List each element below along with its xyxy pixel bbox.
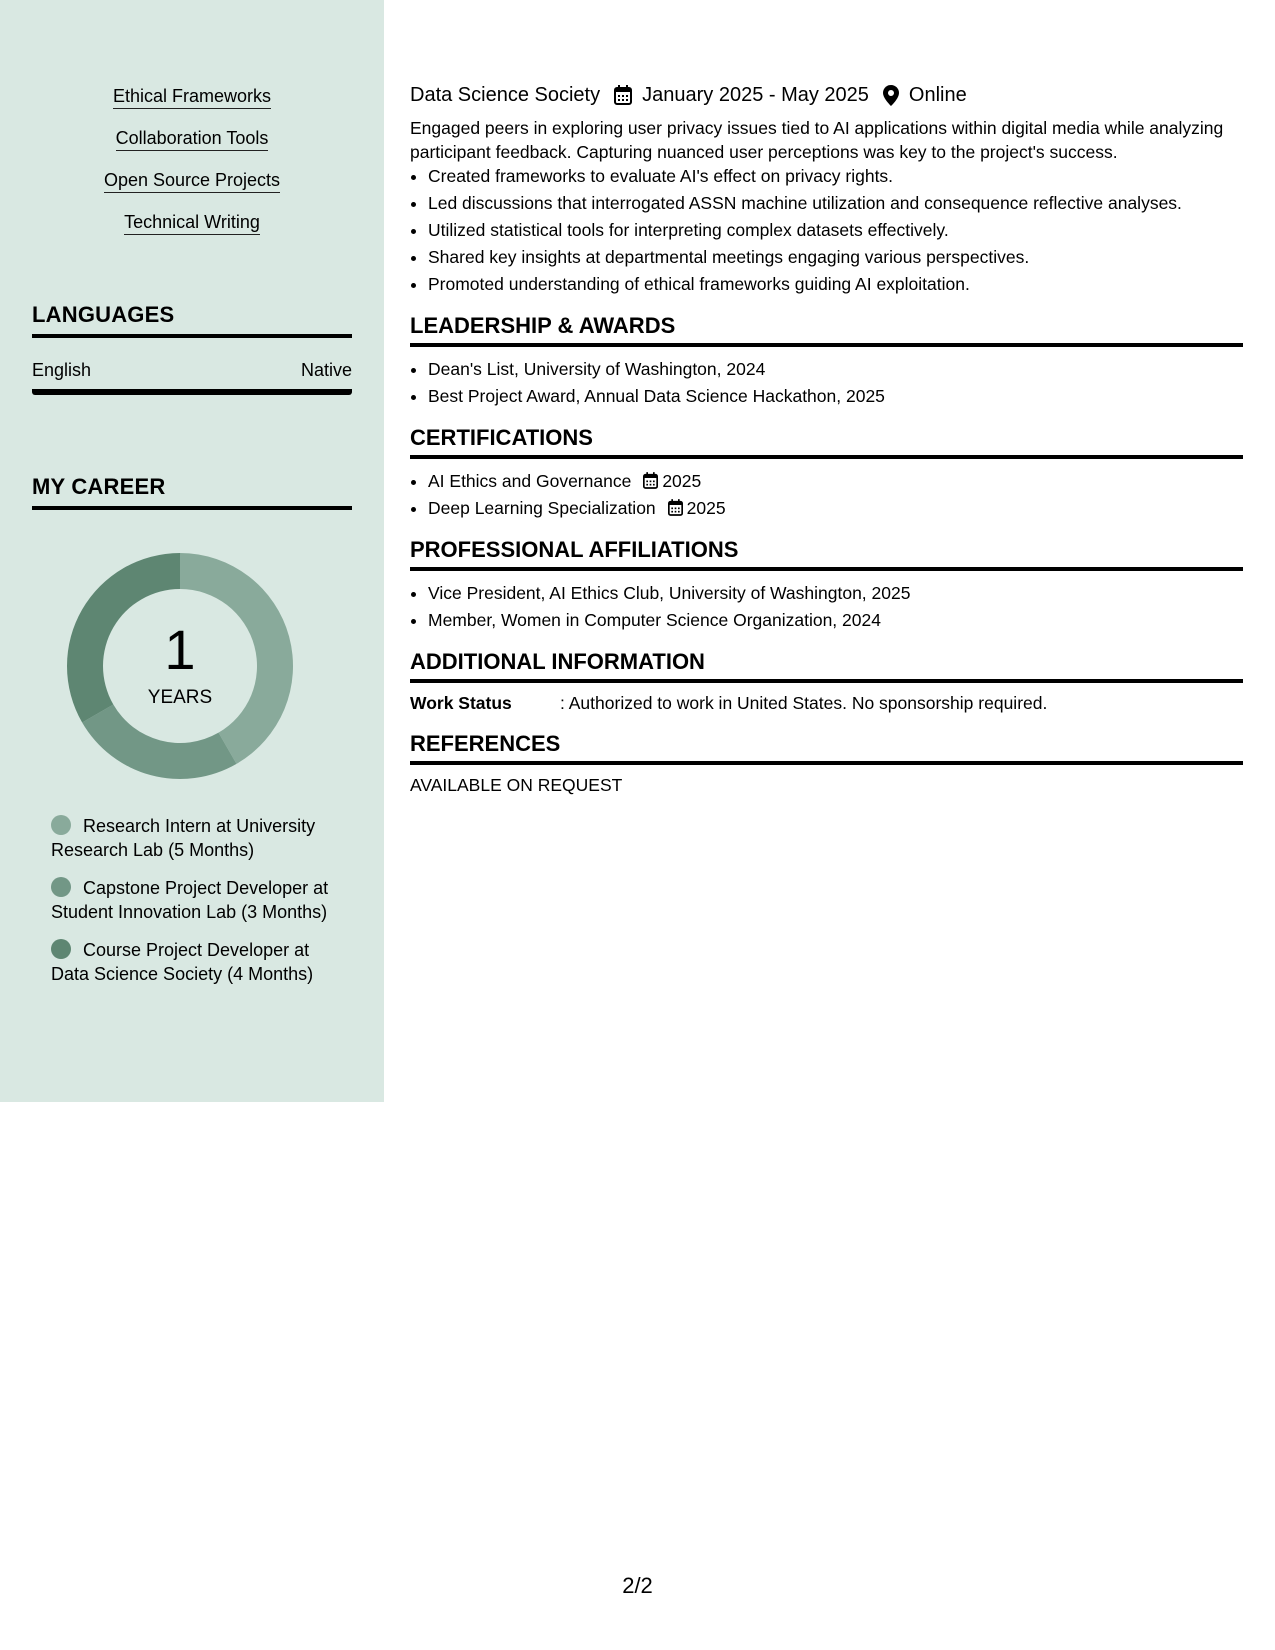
list-item: • Shared key insights at departmental meetings engaging various perspectives. bbox=[428, 245, 1243, 269]
languages-heading: LANGUAGES bbox=[32, 302, 352, 338]
list-item: • Member, Women in Computer Science Organization, 2024 bbox=[428, 608, 1243, 632]
skill-item: Technical Writing bbox=[124, 212, 260, 235]
career-heading: MY CAREER bbox=[32, 474, 352, 510]
cert-year: 2025 bbox=[662, 471, 702, 491]
legend-dot bbox=[51, 877, 71, 897]
affiliations-list bbox=[410, 581, 1243, 632]
experience-description: Engaged peers in exploring user privacy issues tied to AI applications within digital media while analyzing participant feedback. Capturing nuanced user perceptions was key to the project's success. bbox=[410, 118, 1224, 162]
language-row bbox=[32, 360, 352, 395]
list-item bbox=[428, 496, 1243, 520]
experience-dates: January 2025 - May 2025 bbox=[642, 84, 869, 106]
additional-info-heading: ADDITIONAL INFORMATION bbox=[410, 649, 1243, 683]
legend-item bbox=[51, 938, 341, 986]
legend-dot bbox=[51, 815, 71, 835]
main-content bbox=[410, 78, 1243, 796]
calendar-icon bbox=[643, 472, 658, 489]
legend-label: Course Project Developer at Data Science Society (4 Months) bbox=[51, 940, 314, 984]
career-legend bbox=[51, 814, 341, 1000]
language-level: Native bbox=[300, 360, 352, 380]
legend-dot bbox=[51, 939, 71, 959]
experience-location: Online bbox=[908, 84, 967, 106]
skill-item: Open Source Projects bbox=[104, 170, 280, 193]
cert-name: AI Ethics and Governance bbox=[428, 471, 632, 491]
affiliations-heading: PROFESSIONAL AFFILIATIONS bbox=[410, 537, 1243, 571]
legend-label: Capstone Project Developer at Student Innovation Lab (3 Months) bbox=[51, 878, 329, 922]
certifications-list bbox=[410, 469, 1243, 520]
list-item: • Vice President, AI Ethics Club, University of Washington, 2025 bbox=[428, 581, 1243, 605]
career-years-value: 1 bbox=[164, 618, 196, 681]
list-item: • Utilized statistical tools for interpreting complex datasets effectively. bbox=[428, 218, 1243, 242]
donut-segment-2 bbox=[82, 705, 236, 780]
legend-label: Research Intern at University Research Lab (5 Months) bbox=[51, 816, 316, 860]
cert-name: Deep Learning Specialization bbox=[428, 498, 656, 518]
calendar-icon bbox=[614, 85, 632, 105]
work-status-value: : Authorized to work in United States. No sponsorship required. bbox=[560, 693, 1048, 713]
sidebar bbox=[0, 0, 384, 1102]
calendar-icon bbox=[668, 499, 683, 516]
list-item: • Created frameworks to evaluate AI's effect on privacy rights. bbox=[428, 164, 1243, 188]
certifications-heading: CERTIFICATIONS bbox=[410, 425, 1243, 459]
experience-org: Data Science Society bbox=[410, 84, 601, 106]
leadership-list bbox=[410, 357, 1243, 408]
legend-item bbox=[51, 876, 341, 924]
work-status-row bbox=[410, 693, 1243, 714]
list-item: • Best Project Award, Annual Data Science Hackathon, 2025 bbox=[428, 384, 1243, 408]
language-name: English bbox=[32, 360, 92, 380]
experience-header bbox=[410, 78, 1243, 112]
list-item: • Dean's List, University of Washington, 2024 bbox=[428, 357, 1243, 381]
references-heading: REFERENCES bbox=[410, 731, 1243, 765]
references-text: AVAILABLE ON REQUEST bbox=[410, 775, 623, 795]
work-status-label: Work Status bbox=[410, 693, 512, 713]
list-item: • Led discussions that interrogated ASSN machine utilization and consequence reflective analyses. bbox=[428, 191, 1243, 215]
legend-item bbox=[51, 814, 341, 862]
skills-list bbox=[0, 86, 384, 254]
location-pin-icon bbox=[883, 85, 899, 106]
leadership-heading: LEADERSHIP & AWARDS bbox=[410, 313, 1243, 347]
skill-item: Ethical Frameworks bbox=[113, 86, 271, 109]
career-years-label: YEARS bbox=[147, 687, 213, 708]
page-number: 2/2 bbox=[622, 1573, 653, 1598]
list-item: • Promoted understanding of ethical frameworks guiding AI exploitation. bbox=[428, 272, 1243, 296]
cert-year: 2025 bbox=[686, 498, 726, 518]
list-item bbox=[428, 469, 1243, 493]
skill-item: Collaboration Tools bbox=[116, 128, 269, 151]
experience-bullets bbox=[410, 164, 1243, 296]
